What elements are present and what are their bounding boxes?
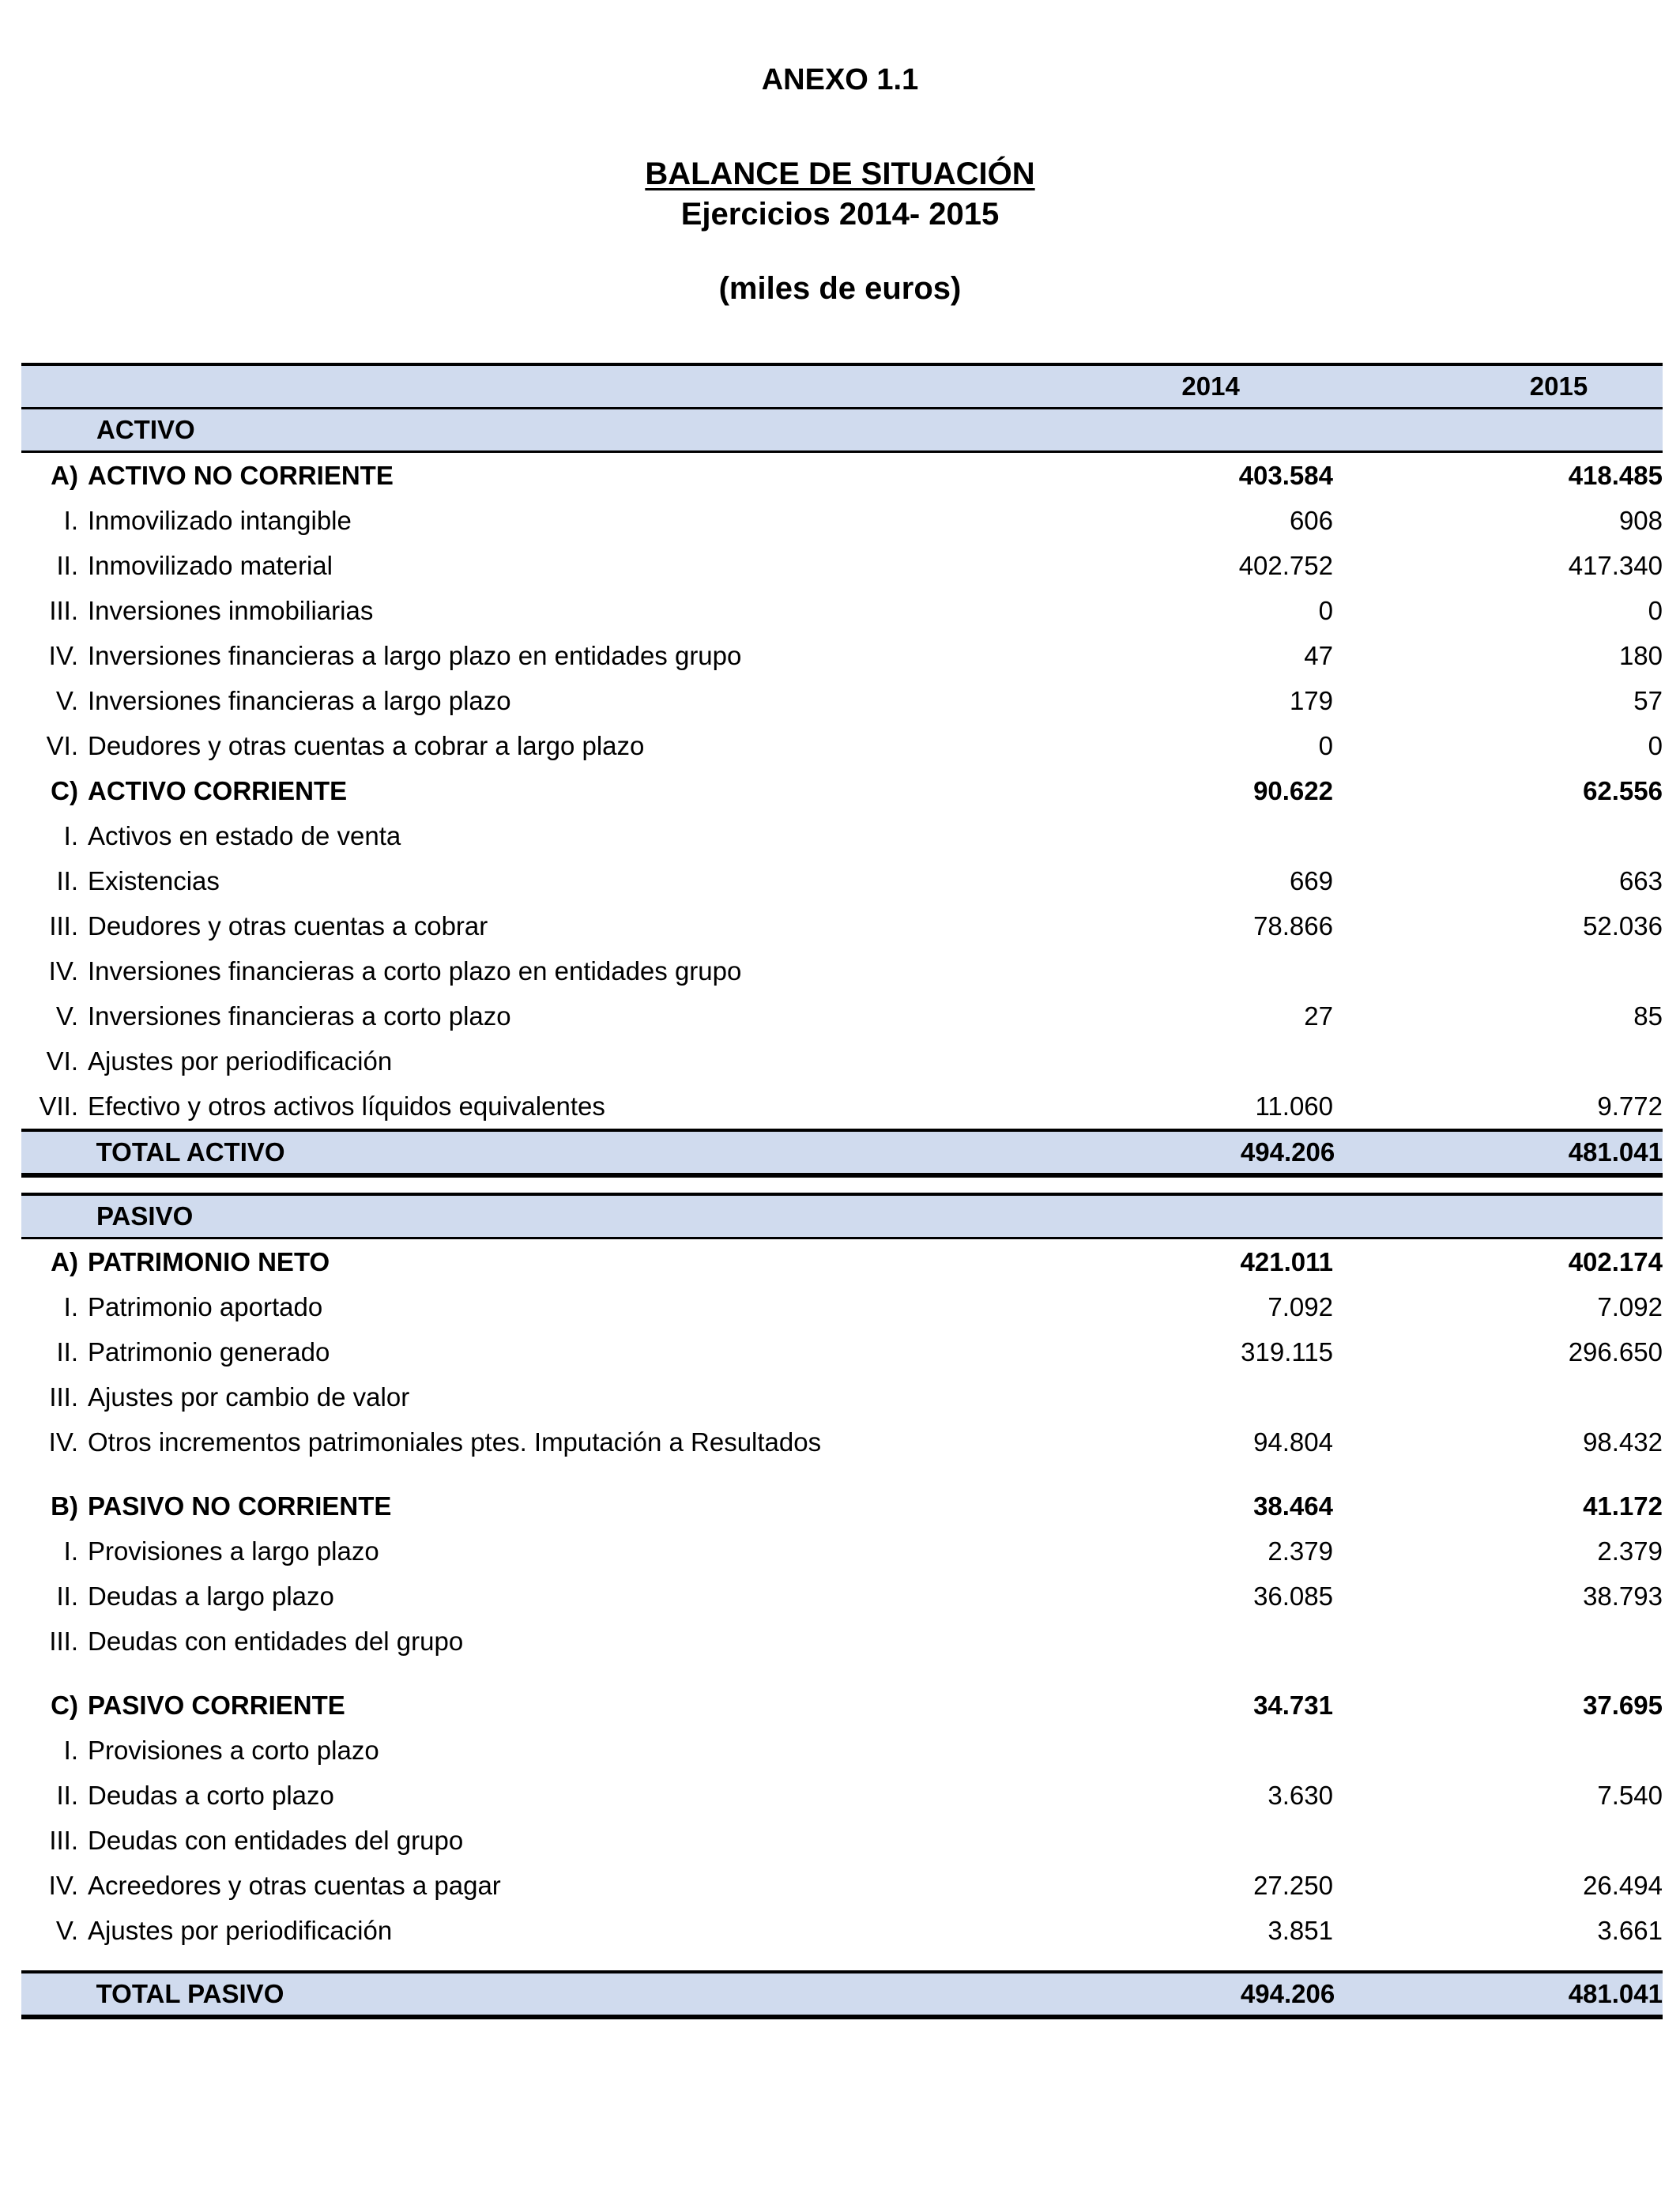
- table-row: [21, 1329, 1663, 1374]
- value-2014: 2.379: [1268, 1536, 1333, 1566]
- row-number: II.: [56, 865, 78, 895]
- table-row: [21, 948, 1663, 993]
- table-row: [21, 1728, 1663, 1773]
- row-label: ACTIVO NO CORRIENTE: [88, 460, 394, 490]
- value-2014: 179: [1289, 685, 1333, 715]
- value-2014: 0: [1318, 595, 1333, 625]
- table-row: [21, 1574, 1663, 1619]
- row-number: B): [51, 1491, 78, 1521]
- table-row: [21, 813, 1663, 858]
- table-row: [21, 1239, 1663, 1284]
- row-number: I.: [63, 1291, 78, 1321]
- section-label-activo: ACTIVO: [21, 409, 1663, 453]
- row-number: II.: [56, 1581, 78, 1611]
- value-2015: 296.650: [1568, 1336, 1663, 1367]
- total-label: TOTAL PASIVO: [96, 1979, 284, 2008]
- value-2014: 90.622: [1253, 775, 1333, 805]
- row-number: III.: [49, 1382, 78, 1412]
- table-row: [21, 1863, 1663, 1908]
- column-headers: [21, 366, 1663, 409]
- row-number: II.: [56, 1336, 78, 1367]
- table-row: [21, 858, 1663, 903]
- pasivo-table: [21, 1193, 1663, 2019]
- row-number: V.: [55, 1001, 78, 1031]
- activo-rows: [21, 453, 1663, 1129]
- row-label: Deudas con entidades del grupo: [88, 1626, 464, 1656]
- row-number: III.: [49, 910, 78, 941]
- row-label: Activos en estado de venta: [88, 820, 401, 850]
- row-number: IV.: [48, 1870, 78, 1900]
- units-label: (miles de euros): [718, 271, 962, 306]
- row-label: Otros incrementos patrimoniales ptes. Imputación a Resultados: [88, 1427, 822, 1457]
- row-label: Deudas a corto plazo: [88, 1780, 334, 1810]
- table-row: [21, 1908, 1663, 1953]
- row-label: Acreedores y otras cuentas a pagar: [88, 1870, 501, 1900]
- row-number: V.: [55, 1915, 78, 1945]
- value-2014: 94.804: [1253, 1427, 1333, 1457]
- table-row: [21, 903, 1663, 948]
- row-number: I.: [63, 1536, 78, 1566]
- value-2014: 403.584: [1238, 460, 1333, 490]
- value-2015: 0: [1648, 595, 1663, 625]
- table-row: [21, 1818, 1663, 1863]
- table-row: [21, 993, 1663, 1039]
- value-2015: 418.485: [1568, 460, 1663, 490]
- value-2014: 34.731: [1253, 1690, 1333, 1720]
- value-2015: 85: [1633, 1001, 1663, 1031]
- value-2015: 417.340: [1568, 550, 1663, 580]
- value-2014: 606: [1289, 505, 1333, 535]
- row-label: Ajustes por cambio de valor: [88, 1382, 410, 1412]
- row-label: Provisiones a largo plazo: [88, 1536, 379, 1566]
- row-number: IV.: [48, 640, 78, 670]
- value-2014: 0: [1318, 730, 1333, 760]
- table-row: [21, 588, 1663, 633]
- row-label: Deudores y otras cuentas a cobrar: [88, 910, 488, 941]
- table-row: [21, 633, 1663, 678]
- table-row: [21, 543, 1663, 588]
- value-2014: 421.011: [1240, 1246, 1333, 1276]
- row-label: PASIVO CORRIENTE: [88, 1690, 345, 1720]
- total-value-2015: 481.041: [1568, 1979, 1663, 2008]
- page-subtitle: Ejercicios 2014- 2015: [680, 197, 1000, 232]
- row-label: Inversiones inmobiliarias: [88, 595, 374, 625]
- page-title: BALANCE DE SITUACIÓN: [645, 156, 1035, 191]
- value-2015: 57: [1633, 685, 1663, 715]
- row-number: IV.: [48, 1427, 78, 1457]
- value-2015: 26.494: [1583, 1870, 1663, 1900]
- activo-table: [21, 363, 1663, 1178]
- row-label: Existencias: [88, 865, 220, 895]
- column-header-2015: 2015: [1529, 371, 1588, 401]
- table-row: [21, 678, 1663, 723]
- row-label: Patrimonio generado: [88, 1336, 330, 1367]
- table-row: [21, 1483, 1663, 1529]
- total-label: TOTAL ACTIVO: [96, 1137, 285, 1167]
- pasivo-rows: [21, 1239, 1663, 1953]
- table-row: [21, 1529, 1663, 1574]
- table-row: [21, 1683, 1663, 1728]
- row-label: Ajustes por periodificación: [88, 1915, 393, 1945]
- value-2015: 62.556: [1583, 775, 1663, 805]
- value-2015: 908: [1618, 505, 1663, 535]
- pasivo-header: [21, 1193, 1663, 1239]
- value-2014: 319.115: [1241, 1336, 1333, 1367]
- row-number: III.: [49, 1626, 78, 1656]
- row-label: Ajustes por periodificación: [88, 1046, 393, 1076]
- table-row: [21, 768, 1663, 813]
- value-2014: 669: [1289, 865, 1333, 895]
- row-number: VI.: [46, 730, 78, 760]
- value-2015: 2.379: [1597, 1536, 1663, 1566]
- table-row: [21, 1773, 1663, 1818]
- row-label: Inversiones financieras a corto plazo en entidades grupo: [88, 956, 742, 986]
- value-2014: 11.060: [1255, 1091, 1333, 1121]
- table-row: [21, 1039, 1663, 1084]
- row-number: C): [51, 1690, 78, 1720]
- value-2015: 9.772: [1597, 1091, 1663, 1121]
- row-number: I.: [63, 505, 78, 535]
- row-number: III.: [49, 1825, 78, 1855]
- value-2015: 52.036: [1583, 910, 1663, 941]
- table-row: [21, 1374, 1663, 1419]
- row-label: Inmovilizado intangible: [88, 505, 352, 535]
- value-2015: 3.661: [1597, 1915, 1663, 1945]
- row-label: Provisiones a corto plazo: [88, 1735, 379, 1765]
- row-number: II.: [56, 1780, 78, 1810]
- row-number: VI.: [46, 1046, 78, 1076]
- value-2015: 402.174: [1568, 1246, 1663, 1276]
- value-2014: 27: [1304, 1001, 1333, 1031]
- value-2014: 38.464: [1253, 1491, 1333, 1521]
- row-number: II.: [56, 550, 78, 580]
- value-2014: 27.250: [1253, 1870, 1333, 1900]
- column-header-2014: 2014: [1181, 371, 1240, 401]
- row-label: Patrimonio aportado: [88, 1291, 323, 1321]
- value-2014: 402.752: [1238, 550, 1333, 580]
- row-label: Deudores y otras cuentas a cobrar a largo plazo: [88, 730, 645, 760]
- total-pasivo-row: [21, 1970, 1663, 2019]
- total-value-2014: 494.206: [1240, 1137, 1335, 1167]
- row-label: Deudas con entidades del grupo: [88, 1825, 464, 1855]
- row-label: Efectivo y otros activos líquidos equivalentes: [88, 1091, 605, 1121]
- row-label: Inmovilizado material: [88, 550, 333, 580]
- row-label: Inversiones financieras a corto plazo: [88, 1001, 511, 1031]
- value-2014: 47: [1304, 640, 1333, 670]
- value-2015: 7.540: [1597, 1780, 1663, 1810]
- value-2015: 0: [1648, 730, 1663, 760]
- total-activo-row: [21, 1129, 1663, 1178]
- row-number: I.: [63, 1735, 78, 1765]
- row-number: I.: [63, 820, 78, 850]
- table-row: [21, 498, 1663, 543]
- row-number: VII.: [39, 1091, 78, 1121]
- row-label: ACTIVO CORRIENTE: [88, 775, 348, 805]
- table-header: [21, 363, 1663, 453]
- value-2014: 78.866: [1253, 910, 1333, 941]
- row-number: A): [51, 1246, 78, 1276]
- table-row: [21, 453, 1663, 498]
- total-value-2014: 494.206: [1240, 1979, 1335, 2008]
- table-row: [21, 1419, 1663, 1465]
- row-number: V.: [55, 685, 78, 715]
- row-label: Inversiones financieras a largo plazo: [88, 685, 511, 715]
- row-label: Deudas a largo plazo: [88, 1581, 334, 1611]
- section-label-pasivo: PASIVO: [21, 1196, 1663, 1239]
- row-label: PATRIMONIO NETO: [88, 1246, 330, 1276]
- value-2015: 98.432: [1583, 1427, 1663, 1457]
- value-2014: 7.092: [1268, 1291, 1333, 1321]
- value-2015: 7.092: [1597, 1291, 1663, 1321]
- row-number: IV.: [48, 956, 78, 986]
- table-row: [21, 1284, 1663, 1329]
- value-2015: 41.172: [1583, 1491, 1663, 1521]
- value-2015: 38.793: [1583, 1581, 1663, 1611]
- table-row: [21, 1084, 1663, 1129]
- value-2014: 3.851: [1268, 1915, 1333, 1945]
- row-number: III.: [49, 595, 78, 625]
- value-2014: 36.085: [1253, 1581, 1333, 1611]
- annex-title: ANEXO 1.1: [761, 63, 919, 96]
- value-2014: 3.630: [1268, 1780, 1333, 1810]
- table-row: [21, 1619, 1663, 1664]
- value-2015: 37.695: [1583, 1690, 1663, 1720]
- value-2015: 663: [1618, 865, 1663, 895]
- total-value-2015: 481.041: [1568, 1137, 1663, 1167]
- table-row: [21, 723, 1663, 768]
- row-number: A): [51, 460, 78, 490]
- row-label: PASIVO NO CORRIENTE: [88, 1491, 392, 1521]
- value-2015: 180: [1618, 640, 1663, 670]
- row-number: C): [51, 775, 78, 805]
- row-label: Inversiones financieras a largo plazo en entidades grupo: [88, 640, 742, 670]
